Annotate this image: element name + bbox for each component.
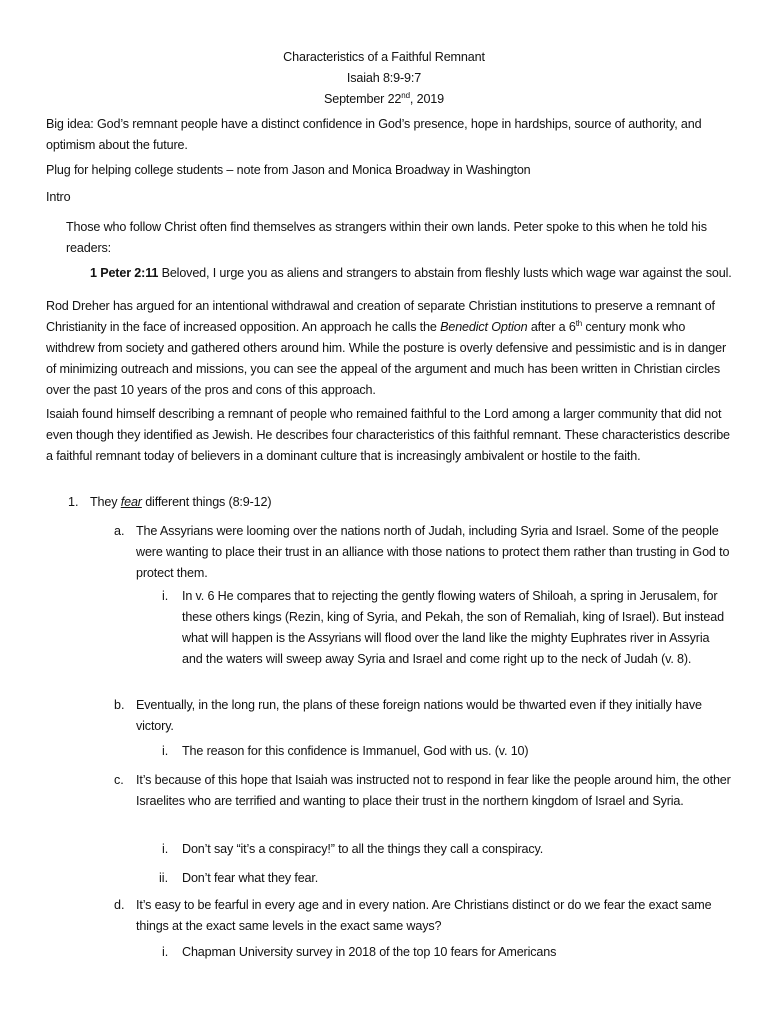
verse-reference: 1 Peter 2:11 — [90, 266, 159, 280]
item-a-i: In v. 6 He compares that to rejecting the gently flowing waters of Shiloah, a spring in Jerusalem, for these others kings (Rezin, king of Syria, and Pekah, the son of Remaliah, king of Israel). But instead what will happen is the Assyrians will flood over the land like the mighty Euphrates river in Assyria and the waters will sweep away Syria and Israel and come right up to the neck of Judah (v. 8). — [182, 589, 724, 666]
item-b: Eventually, in the long run, the plans of these foreign nations would be thwarted even if they initially have victory. — [136, 698, 702, 733]
document-date: September 22nd, 2019 — [323, 91, 445, 106]
item-b-marker: b. — [114, 698, 125, 712]
item-b-i-marker: i. — [162, 744, 169, 758]
item-b-i: The reason for this confidence is Immanuel, God with us. (v. 10) — [182, 744, 529, 758]
item-a-i-marker: i. — [162, 589, 169, 603]
dreher-paragraph: Rod Dreher has argued for an intentional withdrawal and creation of separate Christian institutions to preserve a remnant of Christianity in the face of increased opposition. An approach he calls the Benedict Option after a 6th century monk who withdrew from society and gathered others around him. While the posture is overly defensive and pessimistic and is in danger of minimizing outreach and missions, you can see the appeal of the argument and much has been written in Christian circles over the past 10 years of the pros and cons of this approach. — [46, 299, 727, 397]
document-title: Characteristics of a Faithful Remnant — [283, 50, 485, 64]
intro-paragraph: Those who follow Christ often find themselves as strangers within their own lands. Peter spoke to this when he told his readers: — [66, 220, 707, 255]
item-c-ii: Don’t fear what they fear. — [182, 871, 319, 885]
isaiah-paragraph: Isaiah found himself describing a remnant of people who remained faithful to the Lord among a larger community that did not even though they identified as Jewish. He describes four characteristics of this faithful remnant. These characteristics describe a faithful remnant today of believers in a dominant culture that is increasingly ambivalent or hostile to the faith. — [46, 407, 730, 463]
item-a: The Assyrians were looming over the nations north of Judah, including Syria and Israel. Some of the people were wanting to place their trust in an alliance with those nations to protect them rather than trusting in God to protect them. — [136, 524, 730, 580]
item-d-i-marker: i. — [162, 945, 169, 959]
item-c-i: Don’t say “it’s a conspiracy!” to all the things they call a conspiracy. — [182, 842, 544, 856]
point-1-heading: They fear different things (8:9-12) — [90, 495, 272, 509]
big-idea: Big idea: God’s remnant people have a distinct confidence in God’s presence, hope in hardships, source of authority, and optimism about the future. — [46, 117, 702, 152]
item-d: It’s easy to be fearful in every age and in every nation. Are Christians distinct or do we fear the exact same things at the exact same levels in the exact same ways? — [136, 898, 712, 933]
item-c: It’s because of this hope that Isaiah was instructed not to respond in fear like the people around him, the other Israelites who are terrified and wanting to place their trust in the northern kingdom of Israel and Syria. — [136, 773, 731, 808]
item-d-marker: d. — [114, 898, 125, 912]
intro-heading: Intro — [46, 190, 71, 204]
item-c-marker: c. — [114, 773, 124, 787]
scripture-quote: 1 Peter 2:11 Beloved, I urge you as aliens and strangers to abstain from fleshly lusts which wage war against the soul. — [90, 266, 732, 280]
scripture-passage: Isaiah 8:9-9:7 — [346, 71, 422, 85]
plug-note: Plug for helping college students – note from Jason and Monica Broadway in Washington — [46, 163, 531, 177]
item-c-ii-marker: ii. — [159, 871, 169, 885]
item-a-marker: a. — [114, 524, 125, 538]
item-d-i: Chapman University survey in 2018 of the top 10 fears for Americans — [182, 945, 557, 959]
item-c-i-marker: i. — [162, 842, 169, 856]
point-1-marker: 1. — [68, 495, 79, 509]
